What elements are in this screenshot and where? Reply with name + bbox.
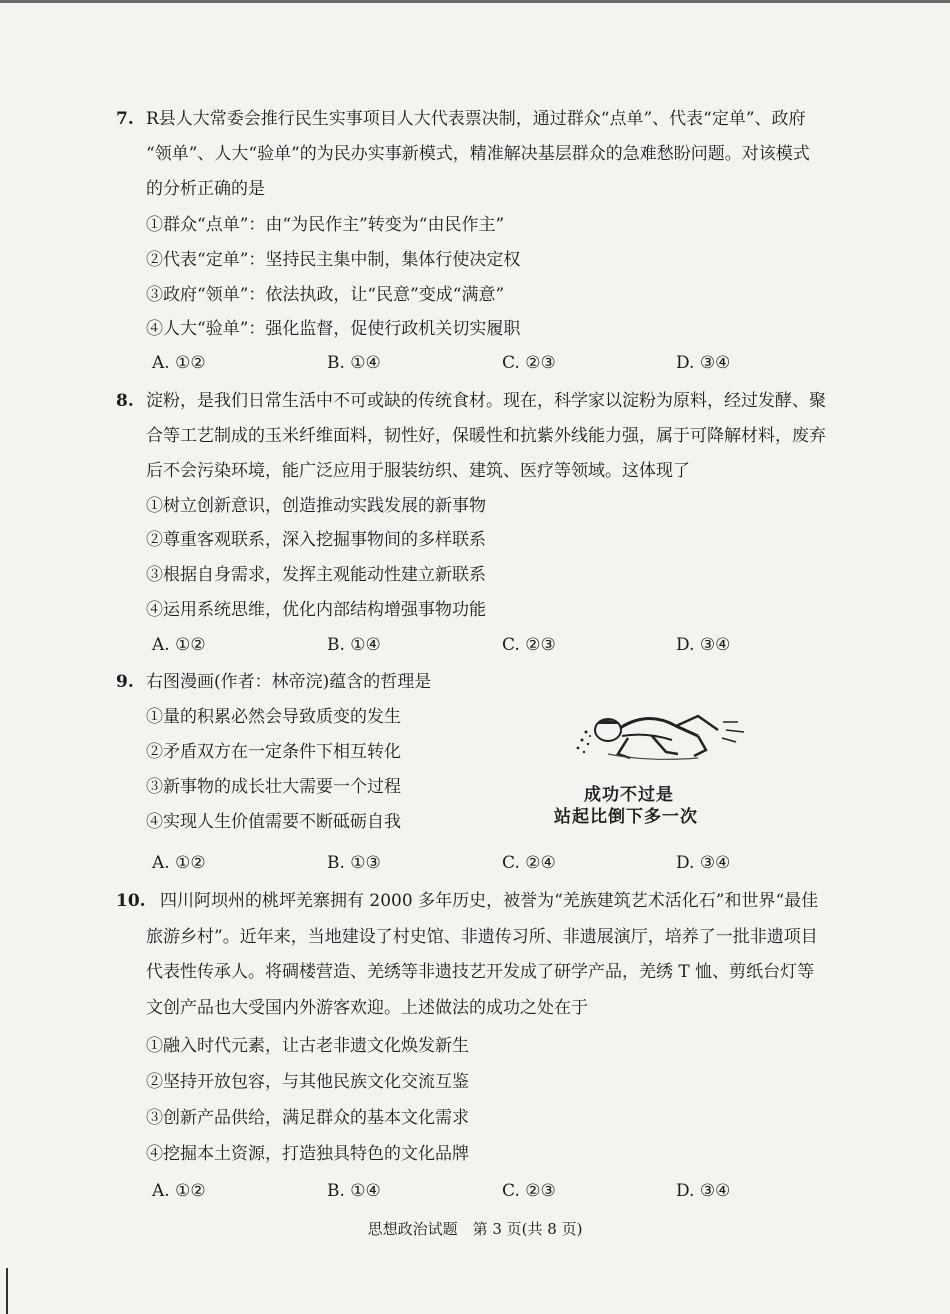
statement-item: ④实现人生价值需要不断砥砺自我 xyxy=(146,812,401,832)
statement-item: ②代表“定单”：坚持民主集中制，集体行使决定权 xyxy=(146,250,521,270)
answer-option-a: A. ①② xyxy=(152,353,206,373)
question-stem-line: 代表性传承人。将碉楼营造、羌绣等非遗技艺开发成了研学产品，羌绣 T 恤、剪纸台灯等 xyxy=(146,962,815,982)
answer-option-d: D. ③④ xyxy=(676,353,731,373)
statement-item: ①量的积累必然会导致质变的发生 xyxy=(146,707,401,727)
question-number: 9. xyxy=(116,672,134,692)
cartoon-illustration xyxy=(548,702,768,832)
answer-option-a: A. ①② xyxy=(152,635,206,655)
answer-option-b: B. ①④ xyxy=(327,635,381,655)
statement-item: ④挖掘本土资源，打造独具特色的文化品牌 xyxy=(146,1144,469,1164)
statement-item: ③政府“领单”：依法执政，让“民意”变成“满意” xyxy=(146,285,505,305)
statement-item: ④运用系统思维，优化内部结构增强事物功能 xyxy=(146,600,486,620)
statement-item: ④人大“验单”：强化监督，促使行政机关切实履职 xyxy=(146,319,521,339)
question-stem-line: 右图漫画(作者：林帝浣)蕴含的哲理是 xyxy=(146,672,432,692)
question-stem-line: 文创产品也大受国内外游客欢迎。上述做法的成功之处在于 xyxy=(146,998,588,1018)
question-stem-line: 旅游乡村”。近年来，当地建设了村史馆、非遗传习所、非遗展演厅，培养了一批非遗项目 xyxy=(146,927,818,947)
statement-item: ③创新产品供给，满足群众的基本文化需求 xyxy=(146,1108,469,1128)
question-number: 10. xyxy=(116,891,146,911)
question-stem-line: “领单”、人大“验单”的为民办实事新模式，精准解决基层群众的急难愁盼问题。对该模式 xyxy=(146,144,810,164)
statement-item: ①树立创新意识，创造推动实践发展的新事物 xyxy=(146,496,486,516)
scan-edge-mark xyxy=(6,1268,8,1314)
cartoon-caption-line: 成功不过是 xyxy=(584,785,674,805)
answer-option-c: C. ②④ xyxy=(502,853,556,873)
question-stem-line: 合等工艺制成的玉米纤维面料，韧性好，保暖性和抗紫外线能力强，属于可降解材料，废弃 xyxy=(146,426,826,446)
answer-option-a: A. ①② xyxy=(152,1181,206,1201)
question-stem-line: R县人大常委会推行民生实事项目人大代表票决制，通过群众“点单”、代表“定单”、政府 xyxy=(146,109,806,129)
question-stem-line: 淀粉，是我们日常生活中不可或缺的传统食材。现在，科学家以淀粉为原料，经过发酵、聚 xyxy=(146,391,826,411)
question-number: 7. xyxy=(116,109,134,129)
statement-item: ③根据自身需求，发挥主观能动性建立新联系 xyxy=(146,565,486,585)
statement-item: ③新事物的成长壮大需要一个过程 xyxy=(146,777,401,797)
statement-item: ②坚持开放包容，与其他民族文化交流互鉴 xyxy=(146,1072,469,1092)
answer-option-d: D. ③④ xyxy=(676,1181,731,1201)
answer-option-b: B. ①③ xyxy=(327,853,381,873)
answer-option-a: A. ①② xyxy=(152,853,206,873)
statement-item: ①融入时代元素，让古老非遗文化焕发新生 xyxy=(146,1036,469,1056)
answer-option-d: D. ③④ xyxy=(676,635,731,655)
question-stem-line: 的分析正确的是 xyxy=(146,179,265,199)
answer-option-c: C. ②③ xyxy=(502,353,556,373)
answer-option-b: B. ①④ xyxy=(327,1181,381,1201)
statement-item: ②矛盾双方在一定条件下相互转化 xyxy=(146,742,401,762)
statement-item: ①群众“点单”：由“为民作主”转变为“由民作主” xyxy=(146,215,505,235)
question-stem-line: 四川阿坝州的桃坪羌寨拥有 2000 多年历史，被誉为“羌族建筑艺术活化石”和世界“最佳 xyxy=(160,891,819,911)
question-number: 8. xyxy=(116,391,134,411)
answer-option-c: C. ②③ xyxy=(502,635,556,655)
cartoon-caption-line: 站起比倒下多一次 xyxy=(554,807,698,827)
falling-person-drawing xyxy=(548,702,768,782)
answer-option-d: D. ③④ xyxy=(676,853,731,873)
answer-option-c: C. ②③ xyxy=(502,1181,556,1201)
question-stem-line: 后不会污染环境，能广泛应用于服装纺织、建筑、医疗等领域。这体现了 xyxy=(146,461,690,481)
statement-item: ②尊重客观联系，深入挖掘事物间的多样联系 xyxy=(146,530,486,550)
scan-top-edge xyxy=(0,0,950,3)
answer-option-b: B. ①④ xyxy=(327,353,381,373)
page-footer: 思想政治试题 第 3 页(共 8 页) xyxy=(367,1220,583,1238)
